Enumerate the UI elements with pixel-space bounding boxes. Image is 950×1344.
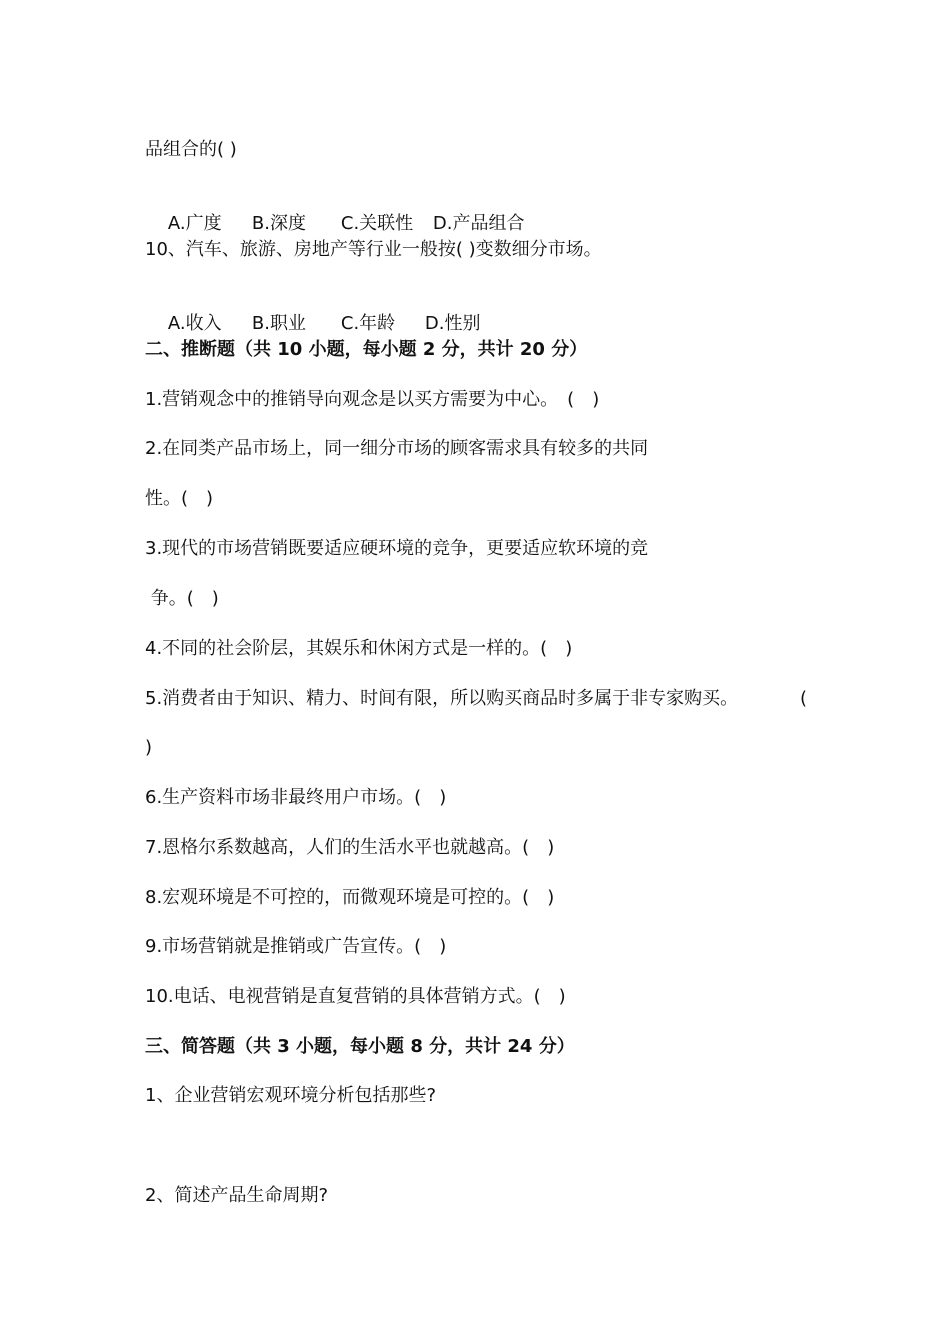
judge-q5-open-paren: (: [800, 688, 808, 709]
q10-option-a: A.收入: [167, 313, 222, 334]
judge-q2-line2: 性。( ): [145, 488, 214, 509]
q10-option-c: C.年龄: [340, 313, 396, 334]
judge-q2-line1: 2.在同类产品市场上，同一细分市场的顾客需求具有较多的共同: [145, 438, 649, 459]
judge-q6: 6.生产资料市场非最终用户市场。( ): [145, 787, 447, 808]
judge-q7: 7.恩格尔系数越高，人们的生活水平也就越高。( ): [145, 837, 555, 858]
section2-heading: 二、推断题（共 10 小题，每小题 2 分，共计 20 分）: [145, 339, 588, 360]
judge-q8: 8.宏观环境是不可控的，而微观环境是可控的。( ): [145, 887, 555, 908]
q9-option-d: D.产品组合: [432, 213, 525, 234]
q9-tail: 品组合的( ): [145, 139, 237, 160]
q9-option-b: B.深度: [251, 213, 306, 234]
q9-option-a: A.广度: [167, 213, 222, 234]
q10-option-b: B.职业: [251, 313, 306, 334]
judge-q3-line2: 争。( ): [145, 588, 219, 609]
judge-q5-close-paren: ): [145, 737, 153, 758]
judge-q1: 1.营销观念中的推销导向观念是以买方需要为中心。 ( ): [145, 389, 600, 410]
short-q1: 1、企业营销宏观环境分析包括那些?: [145, 1085, 437, 1106]
q9-option-c: C.关联性: [340, 213, 414, 234]
section3-heading: 三、简答题（共 3 小题，每小题 8 分，共计 24 分）: [145, 1036, 575, 1057]
judge-q4: 4.不同的社会阶层，其娱乐和休闲方式是一样的。( ): [145, 638, 573, 659]
judge-q9: 9.市场营销就是推销或广告宣传。( ): [145, 936, 447, 957]
q10-option-d: D.性别: [424, 313, 481, 334]
judge-q3-line1: 3.现代的市场营销既要适应硬环境的竞争，更要适应软环境的竞: [145, 538, 649, 559]
judge-q5-line1: 5.消费者由于知识、精力、时间有限，所以购买商品时多属于非专家购买。: [145, 688, 739, 709]
q10-text: 10、汽车、旅游、房地产等行业一般按( )变数细分市场。: [145, 239, 602, 260]
judge-q10: 10.电话、电视营销是直复营销的具体营销方式。( ): [145, 986, 566, 1007]
short-q2: 2、简述产品生命周期?: [145, 1185, 329, 1206]
